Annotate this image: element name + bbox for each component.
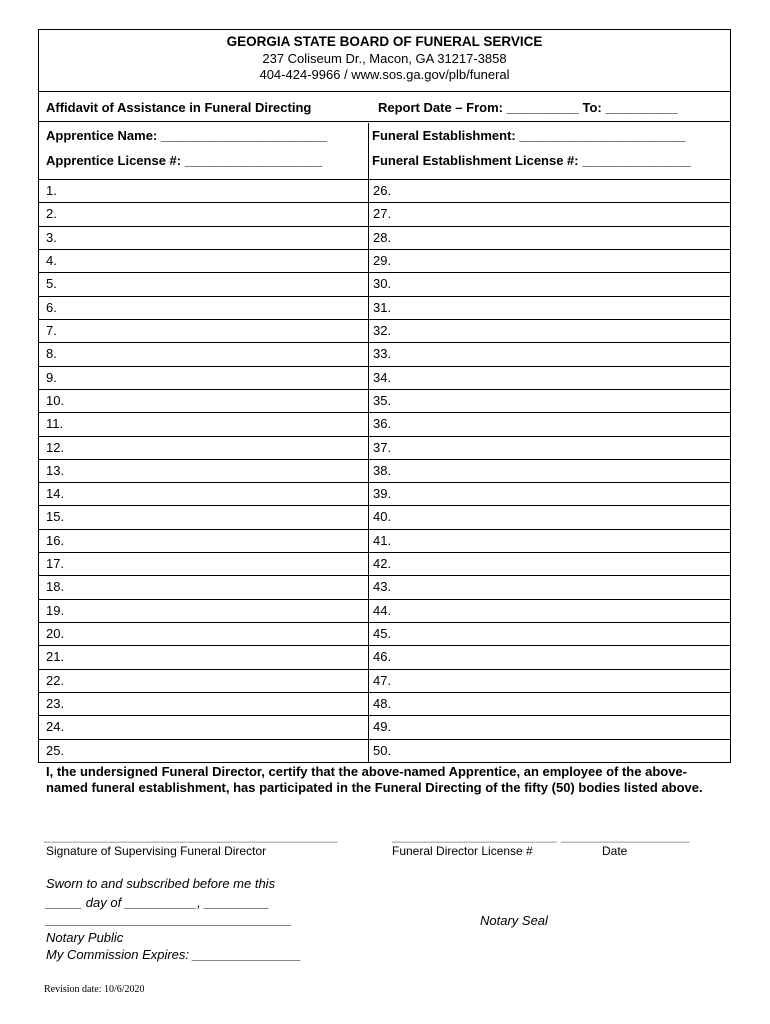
apprentice-row <box>39 122 730 180</box>
entry-right-2[interactable]: 27. <box>369 203 730 226</box>
entry-left-4[interactable]: 4. <box>39 250 368 273</box>
entry-right-21[interactable]: 46. <box>369 646 730 669</box>
sworn-text: Sworn to and subscribed before me this <box>46 876 276 891</box>
entry-right-24[interactable]: 49. <box>369 716 730 739</box>
entry-left-6[interactable]: 6. <box>39 297 368 320</box>
entry-right-13[interactable]: 38. <box>369 460 730 483</box>
report-date-field[interactable]: Report Date – From: __________ To: __________ <box>378 100 678 115</box>
certification-statement: I, the undersigned Funeral Director, certify that the above-named Apprentice, an employee of the above-named funeral establishment, has participated in the Funeral Directing of the fifty (50) bodies listed above. <box>46 764 703 795</box>
notary-public-label: Notary Public <box>46 930 124 945</box>
entry-left-17[interactable]: 17. <box>39 553 368 576</box>
entry-right-4[interactable]: 29. <box>369 250 730 273</box>
entry-left-18[interactable]: 18. <box>39 576 368 599</box>
notary-signature-line[interactable]: __________________________________ <box>46 912 292 927</box>
form-header <box>39 30 730 92</box>
entry-right-25[interactable]: 50. <box>373 742 392 758</box>
entry-right-17[interactable]: 42. <box>369 553 730 576</box>
entry-right-6[interactable]: 31. <box>369 297 730 320</box>
apprentice-license-field[interactable]: Apprentice License #: ___________________ <box>46 153 323 168</box>
entry-left-23[interactable]: 23. <box>39 693 368 716</box>
establishment-license-field[interactable]: Funeral Establishment License #: _______________ <box>372 153 691 168</box>
funeral-establishment-field[interactable]: Funeral Establishment: _______________________ <box>372 128 686 143</box>
entry-left-5[interactable]: 5. <box>39 273 368 296</box>
entry-left-10[interactable]: 10. <box>39 390 368 413</box>
entry-left-21[interactable]: 21. <box>39 646 368 669</box>
entry-right-10[interactable]: 35. <box>369 390 730 413</box>
entry-left-19[interactable]: 19. <box>39 600 368 623</box>
entry-right-23[interactable]: 48. <box>369 693 730 716</box>
entry-left-12[interactable]: 12. <box>39 437 368 460</box>
entry-right-16[interactable]: 41. <box>369 530 730 553</box>
board-title: GEORGIA STATE BOARD OF FUNERAL SERVICE <box>226 34 543 49</box>
date-label: Date <box>602 844 628 858</box>
entry-left-2[interactable]: 2. <box>39 203 368 226</box>
entry-left-16[interactable]: 16. <box>39 530 368 553</box>
entry-right-9[interactable]: 34. <box>369 367 730 390</box>
license-label: Funeral Director License # <box>392 844 533 858</box>
signature-line[interactable]: _________________________________________ <box>44 829 339 843</box>
entry-right-3[interactable]: 28. <box>369 227 730 250</box>
affidavit-form <box>38 29 731 763</box>
entry-left-14[interactable]: 14. <box>39 483 368 506</box>
apprentice-name-field[interactable]: Apprentice Name: _______________________ <box>46 128 328 143</box>
entry-left-3[interactable]: 3. <box>39 227 368 250</box>
notary-seal-label: Notary Seal <box>480 913 548 928</box>
entry-right-14[interactable]: 39. <box>369 483 730 506</box>
entry-right-20[interactable]: 45. <box>369 623 730 646</box>
commission-expires-field[interactable]: My Commission Expires: _______________ <box>46 947 302 962</box>
entry-left-7[interactable]: 7. <box>39 320 368 343</box>
license-line[interactable]: _______________________ <box>392 829 557 843</box>
board-contact: 404-424-9966 / www.sos.ga.gov/plb/funeral <box>259 67 510 82</box>
entry-right-5[interactable]: 30. <box>369 273 730 296</box>
entry-left-1[interactable]: 1. <box>39 180 368 203</box>
day-of-field[interactable]: _____ day of __________, _________ <box>46 895 270 910</box>
entry-right-11[interactable]: 36. <box>369 413 730 436</box>
entry-right-1[interactable]: 26. <box>369 180 730 203</box>
entry-right-7[interactable]: 32. <box>369 320 730 343</box>
entry-left-22[interactable]: 22. <box>39 670 368 693</box>
entry-left-11[interactable]: 11. <box>39 413 368 436</box>
entry-right-19[interactable]: 44. <box>369 600 730 623</box>
entry-left-20[interactable]: 20. <box>39 623 368 646</box>
signature-label: Signature of Supervising Funeral Director <box>46 844 267 858</box>
affidavit-row <box>39 92 730 122</box>
entry-right-8[interactable]: 33. <box>369 343 730 366</box>
board-address: 237 Coliseum Dr., Macon, GA 31217-3858 <box>262 50 507 66</box>
date-line[interactable]: __________________ <box>561 829 691 843</box>
entry-right-22[interactable]: 47. <box>369 670 730 693</box>
entry-right-12[interactable]: 37. <box>369 437 730 460</box>
entry-right-18[interactable]: 43. <box>369 576 730 599</box>
revision-date: Revision date: 10/6/2020 <box>44 984 145 995</box>
entry-left-9[interactable]: 9. <box>39 367 368 390</box>
affidavit-title: Affidavit of Assistance in Funeral Directing <box>46 100 312 115</box>
entry-left-24[interactable]: 24. <box>39 716 368 739</box>
entry-left-8[interactable]: 8. <box>39 343 368 366</box>
entry-right-15[interactable]: 40. <box>369 506 730 529</box>
entry-left-25[interactable]: 25. <box>46 742 65 758</box>
entry-left-15[interactable]: 15. <box>39 506 368 529</box>
entry-left-13[interactable]: 13. <box>39 460 368 483</box>
